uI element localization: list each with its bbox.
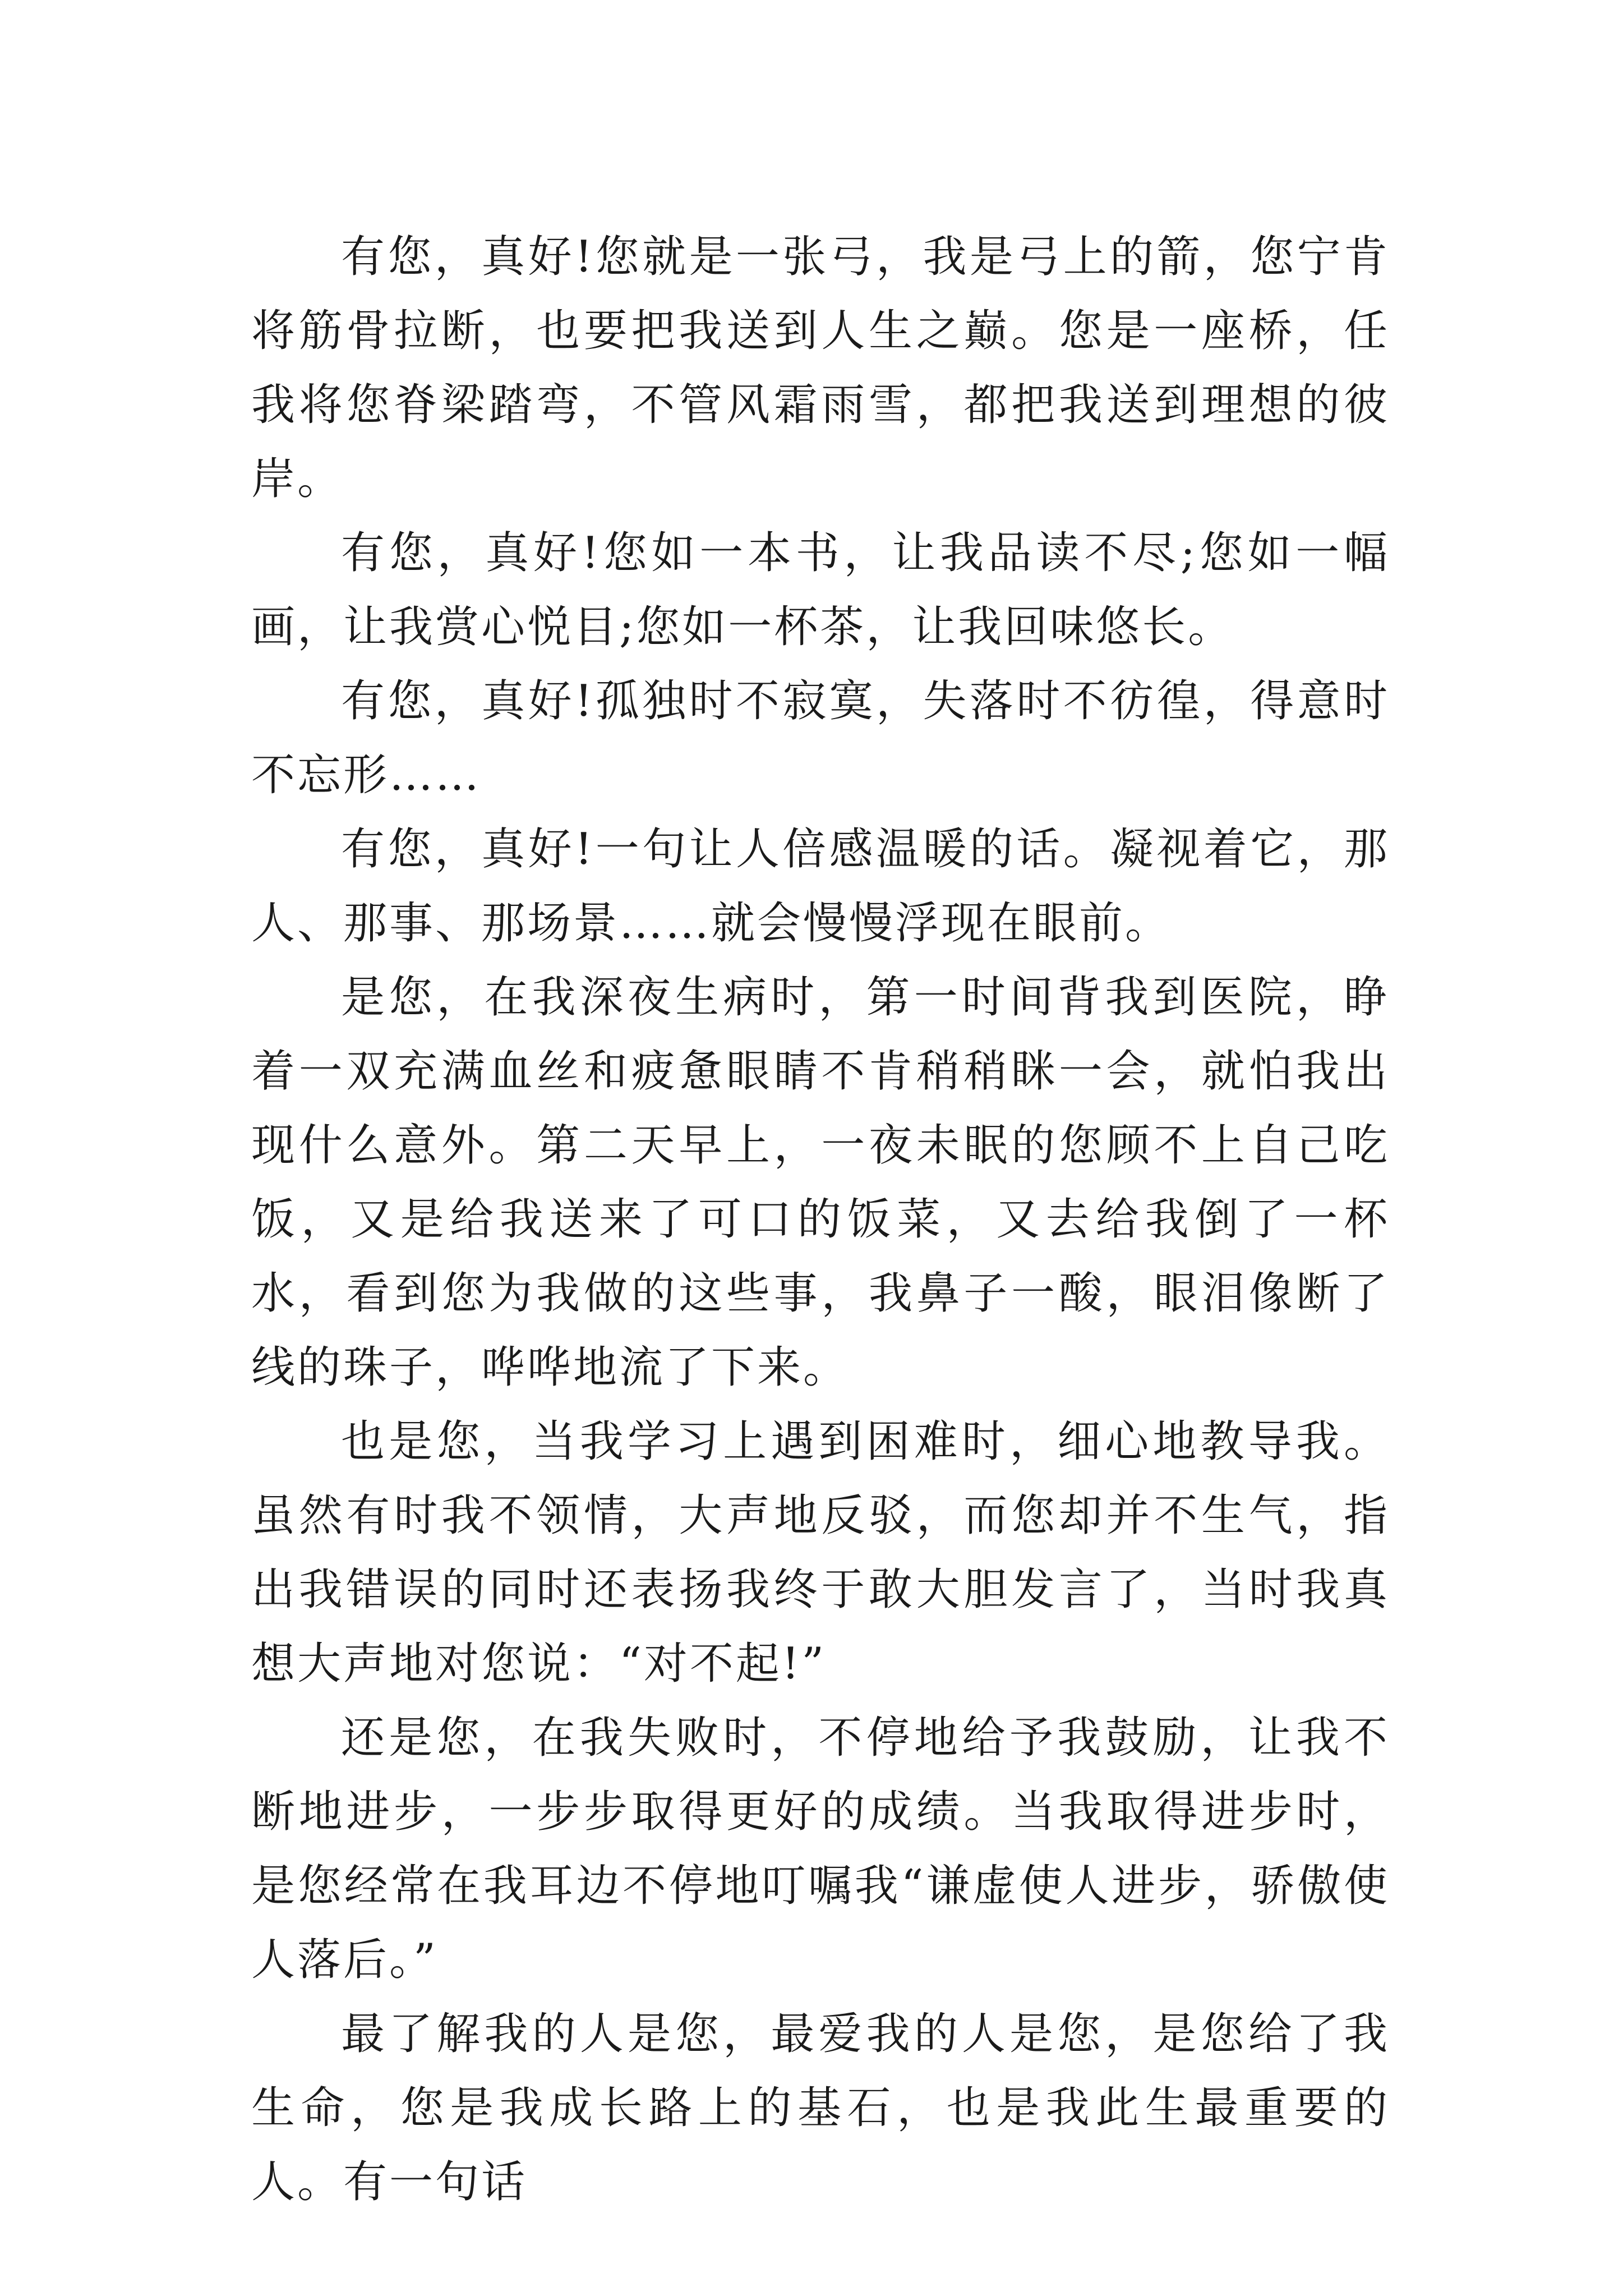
paragraph-6: 也是您，当我学习上遇到困难时，细心地教导我。虽然有时我不领情，大声地反驳，而您却并不生气，指出我错误的同时还表扬我终于敢大胆发言了，当时我真想大声地对您说：“对不起!” [251,1416,1390,1689]
essay-body [251,220,1390,2219]
paragraph-3: 有您，真好!孤独时不寂寞，失落时不彷徨，得意时不忘形…… [251,676,1390,800]
paragraph-4: 有您，真好!一句让人倍感温暖的话。凝视着它，那人、那事、那场景……就会慢慢浮现在眼前。 [251,824,1390,949]
paragraph-7: 还是您，在我失败时，不停地给予我鼓励，让我不断地进步，一步步取得更好的成绩。当我取得进步时，是您经常在我耳边不停地叮嘱我“谦虚使人进步，骄傲使人落后。” [251,1713,1390,1985]
paragraph-8: 最了解我的人是您，最爱我的人是您，是您给了我生命，您是我成长路上的基石，也是我此生最重要的人。有一句话 [251,2009,1390,2207]
paragraph-5: 是您，在我深夜生病时，第一时间背我到医院，睁着一双充满血丝和疲惫眼睛不肯稍稍眯一会，就怕我出现什么意外。第二天早上，一夜未眠的您顾不上自己吃饭，又是给我送来了可口的饭菜，又去给我倒了一杯水，看到您为我做的这些事，我鼻子一酸，眼泪像断了线的珠子，哗哗地流了下来。 [251,972,1390,1393]
paragraph-2: 有您，真好!您如一本书，让我品读不尽;您如一幅画，让我赏心悦目;您如一杯茶，让我回味悠长。 [251,528,1390,652]
paragraph-1: 有您，真好!您就是一张弓，我是弓上的箭，您宁肯将筋骨拉断，也要把我送到人生之巅。您是一座桥，任我将您脊梁踏弯，不管风霜雨雪，都把我送到理想的彼岸。 [251,232,1390,504]
